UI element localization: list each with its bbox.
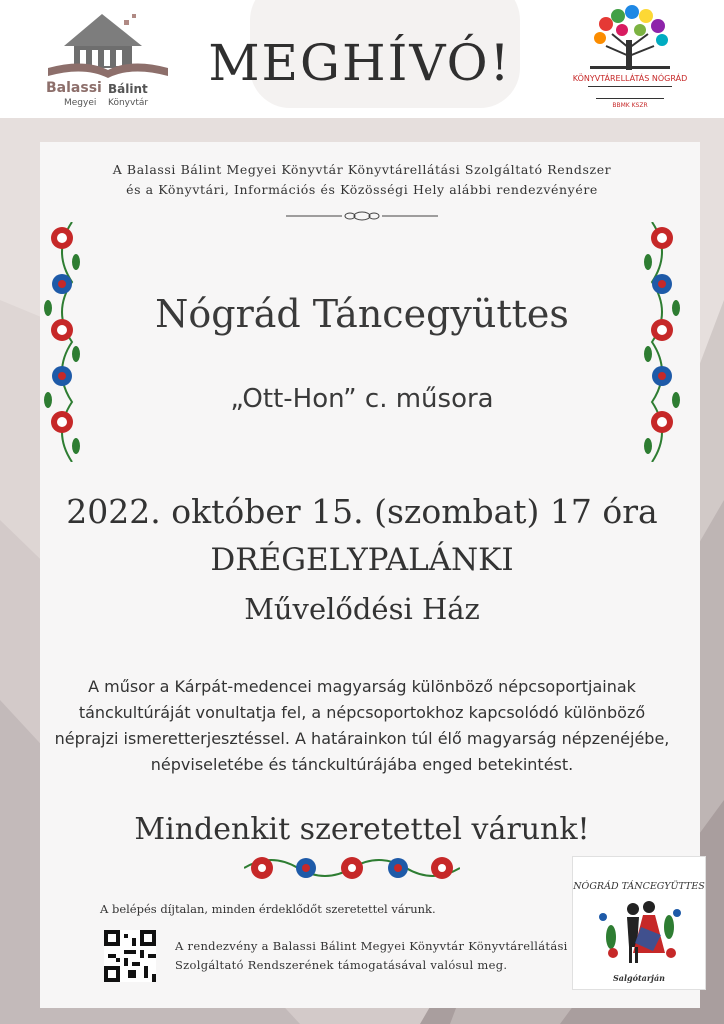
logo-divider <box>596 98 664 99</box>
ensemble-name: Nógrád Táncegyüttes <box>155 292 569 336</box>
logo-divider <box>588 86 672 87</box>
ensemble-emblem <box>572 856 706 990</box>
colorful-tree-icon <box>560 4 700 74</box>
logo-text-balassi: Balassi <box>46 80 102 96</box>
welcome-text: Mindenkit szeretettel várunk! <box>134 812 590 847</box>
free-entry-note: A belépés díjtalan, minden érdeklődőt szeretettel várunk. <box>100 902 436 916</box>
dancers-icon <box>573 857 705 989</box>
qr-code-icon[interactable] <box>104 930 156 982</box>
tree-logo-name: KÖNYVTÁRELLÁTÁS NÓGRÁD <box>572 74 688 83</box>
event-datetime: 2022. október 15. (szombat) 17 óra <box>66 492 658 531</box>
intro-text <box>60 160 664 200</box>
support-line: A rendezvény a Balassi Bálint Megyei Könyvtár Könyvtárellátási <box>175 939 568 953</box>
divider-ornament-icon <box>286 208 438 224</box>
description-line: néprajzi ismeretterjesztéssel. A határainkon túl élő magyarság népzenéjébe, <box>54 729 670 748</box>
description-line: tánckultúráját vonultatja fel, a népcsoportokhoz kapcsolódó különböző <box>78 703 646 722</box>
event-description <box>40 674 684 778</box>
show-title: „Ott-Hon” c. műsora <box>230 384 494 414</box>
library-logo <box>44 6 174 112</box>
description-line: A műsor a Kárpát-medencei magyarság különböző népcsoportjainak <box>88 677 636 696</box>
folk-ornament-right-icon <box>642 222 682 462</box>
page-title: MEGHÍVÓ! <box>208 34 512 92</box>
tree-logo-sub: BBMK KSZR <box>612 102 648 109</box>
venue-subtitle: Művelődési Ház <box>244 592 480 626</box>
intro-line: és a Könyvtári, Információs és Közösségi Hely alábbi rendezvényére <box>126 182 598 197</box>
emblem-city: Salgótarján <box>613 973 665 983</box>
support-line: Szolgáltató Rendszerének támogatásával valósul meg. <box>175 958 508 972</box>
folk-ornament-bottom-icon <box>244 848 460 888</box>
logo-text-konyvtar: Könyvtár <box>108 98 149 108</box>
folk-ornament-left-icon <box>42 222 82 462</box>
logo-text-balint: Bálint <box>108 82 148 96</box>
description-line: népviseletébe és tánckultúrájába enged betekintést. <box>150 755 574 774</box>
header-bar <box>0 0 724 118</box>
venue-name: DRÉGELYPALÁNKI <box>210 542 514 578</box>
logo-text-megyei: Megyei <box>64 98 97 108</box>
tree-logo <box>560 4 700 116</box>
library-building-icon <box>44 6 174 80</box>
intro-line: A Balassi Bálint Megyei Könyvtár Könyvtárellátási Szolgáltató Rendszer <box>112 162 612 177</box>
support-note <box>175 937 570 975</box>
emblem-name: NÓGRÁD TÁNCEGYÜTTES <box>573 881 705 892</box>
